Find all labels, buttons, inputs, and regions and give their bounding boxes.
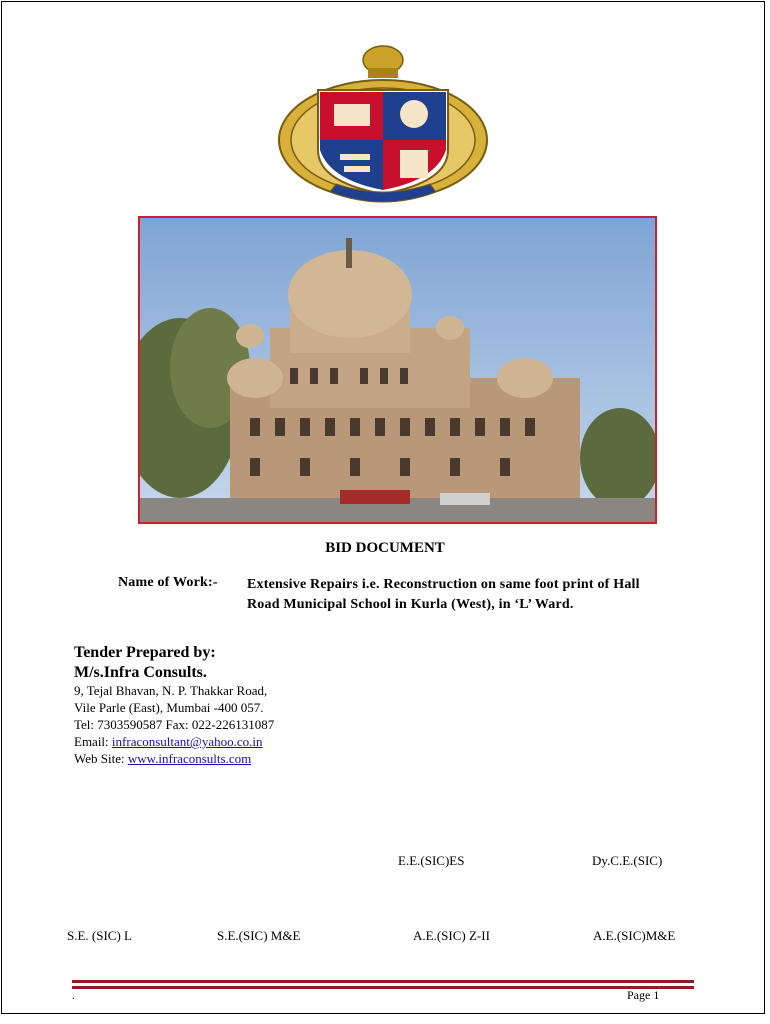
signatory-ae-sic-z-ii: A.E.(SIC) Z-II	[413, 928, 490, 943]
name-of-work-text: Extensive Repairs i.e. Reconstruction on same foot print of Hall Road Municipal School in Kurla (West), in ‘L’ Ward.	[247, 577, 640, 612]
signatory-ee-sic-es: E.E.(SIC)ES	[398, 853, 465, 868]
signatory-dy-ce-sic: Dy.C.E.(SIC)	[592, 853, 663, 868]
building-photo	[138, 216, 657, 524]
address-line-1: 9, Tejal Bhavan, N. P. Thakkar Road,	[74, 683, 268, 698]
name-of-work-label: Name of Work:-	[118, 575, 218, 590]
firm-address-block	[74, 682, 274, 767]
coat-of-arms-emblem	[270, 42, 496, 206]
website-label: Web Site:	[74, 751, 128, 766]
website-line	[74, 750, 274, 767]
signatory-se-sic-me: S.E.(SIC) M&E	[217, 928, 301, 943]
footer-rule-top	[72, 980, 694, 983]
document-title: BID DOCUMENT	[325, 540, 445, 556]
footer-rule-bottom	[72, 986, 694, 989]
page-number: Page 1	[627, 988, 660, 1002]
footer-dot: .	[72, 990, 75, 1002]
email-line	[74, 733, 274, 750]
website-link[interactable]: www.infraconsults.com	[127, 751, 252, 766]
email-link[interactable]: infraconsultant@yahoo.co.in	[111, 734, 263, 749]
email-label: Email:	[74, 734, 112, 749]
prepared-by-heading: Tender Prepared by:	[74, 644, 216, 661]
tender-prepared-by	[74, 643, 216, 683]
phone-line: Tel: 7303590587 Fax: 022-226131087	[74, 717, 275, 732]
address-line-2: Vile Parle (East), Mumbai -400 057.	[74, 700, 264, 715]
signatory-ae-sic-me: A.E.(SIC)M&E	[593, 928, 676, 943]
signatory-se-sic-l: S.E. (SIC) L	[67, 928, 132, 943]
firm-name: M/s.Infra Consults.	[74, 664, 207, 681]
